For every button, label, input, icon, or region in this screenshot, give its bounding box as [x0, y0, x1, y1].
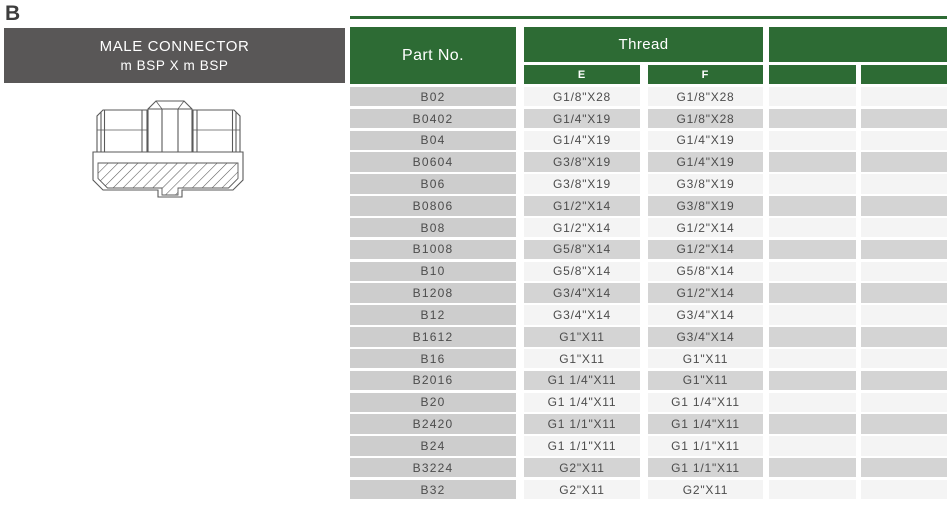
cell-thread-f: G1/2"X14 [648, 218, 763, 237]
cell-thread-e: G1/2"X14 [524, 196, 640, 215]
header-part-no: Part No. [350, 27, 516, 84]
cell-extra-1 [769, 327, 856, 346]
cell-extra-2 [861, 480, 947, 499]
cell-thread-f: G1 1/4"X11 [648, 414, 763, 433]
table-row [350, 414, 947, 433]
cell-extra-1 [769, 283, 856, 302]
cell-part-no: B06 [350, 174, 516, 193]
cell-thread-e: G1 1/1"X11 [524, 414, 640, 433]
cell-extra-2 [861, 174, 947, 193]
cell-extra-2 [861, 131, 947, 150]
cell-part-no: B12 [350, 305, 516, 324]
cell-thread-e: G1 1/4"X11 [524, 371, 640, 390]
cell-part-no: B1612 [350, 327, 516, 346]
table-header [350, 27, 947, 84]
cell-part-no: B20 [350, 393, 516, 412]
table-row [350, 283, 947, 302]
cell-part-no: B1008 [350, 240, 516, 259]
cell-extra-2 [861, 152, 947, 171]
cell-part-no: B24 [350, 436, 516, 455]
cell-extra-1 [769, 305, 856, 324]
header-extra-group [769, 27, 947, 84]
cell-extra-2 [861, 349, 947, 368]
cell-thread-e: G1/8"X28 [524, 87, 640, 106]
cell-thread-f: G1/8"X28 [648, 87, 763, 106]
table-row [350, 218, 947, 237]
cell-extra-1 [769, 196, 856, 215]
table-row [350, 262, 947, 281]
table-row [350, 349, 947, 368]
cell-thread-e: G5/8"X14 [524, 262, 640, 281]
header-extra-group-label [769, 27, 947, 62]
header-col-e: E [524, 65, 640, 84]
cell-extra-2 [861, 327, 947, 346]
cell-extra-1 [769, 109, 856, 128]
table-row [350, 371, 947, 390]
table-row [350, 393, 947, 412]
cell-extra-2 [861, 305, 947, 324]
cell-thread-f: G3/4"X14 [648, 327, 763, 346]
cell-extra-1 [769, 349, 856, 368]
cell-extra-1 [769, 240, 856, 259]
table-row [350, 196, 947, 215]
cell-part-no: B3224 [350, 458, 516, 477]
cell-thread-f: G1/2"X14 [648, 240, 763, 259]
cell-part-no: B2420 [350, 414, 516, 433]
cell-thread-e: G1"X11 [524, 349, 640, 368]
cell-part-no: B1208 [350, 283, 516, 302]
cell-thread-e: G5/8"X14 [524, 240, 640, 259]
header-thread-group [524, 27, 763, 84]
cell-extra-2 [861, 414, 947, 433]
cell-extra-2 [861, 196, 947, 215]
cell-thread-f: G1"X11 [648, 349, 763, 368]
table-row [350, 436, 947, 455]
cell-part-no: B0806 [350, 196, 516, 215]
cell-thread-e: G1"X11 [524, 327, 640, 346]
table-row [350, 240, 947, 259]
cell-extra-2 [861, 218, 947, 237]
cell-extra-2 [861, 283, 947, 302]
cell-extra-1 [769, 174, 856, 193]
header-extra-col-1 [769, 65, 856, 84]
cell-thread-e: G1/2"X14 [524, 218, 640, 237]
cell-thread-e: G3/4"X14 [524, 283, 640, 302]
cell-thread-e: G1 1/1"X11 [524, 436, 640, 455]
cell-part-no: B16 [350, 349, 516, 368]
cell-extra-2 [861, 87, 947, 106]
cell-thread-f: G1/2"X14 [648, 283, 763, 302]
cell-thread-f: G1 1/4"X11 [648, 393, 763, 412]
section-label: B [5, 2, 21, 25]
table-row [350, 458, 947, 477]
male-connector-drawing [70, 92, 330, 207]
table-row [350, 131, 947, 150]
table-row [350, 109, 947, 128]
product-title-line1: MALE CONNECTOR [99, 38, 250, 55]
cell-thread-f: G1/4"X19 [648, 152, 763, 171]
cell-part-no: B0402 [350, 109, 516, 128]
table-top-rule [350, 16, 947, 19]
product-title-box [4, 28, 345, 83]
cell-part-no: B08 [350, 218, 516, 237]
cell-thread-f: G3/8"X19 [648, 174, 763, 193]
cell-part-no: B2016 [350, 371, 516, 390]
cell-thread-e: G1/4"X19 [524, 109, 640, 128]
cell-extra-1 [769, 131, 856, 150]
header-extra-col-2 [861, 65, 947, 84]
cell-part-no: B32 [350, 480, 516, 499]
table-row [350, 87, 947, 106]
cell-extra-1 [769, 393, 856, 412]
cell-extra-2 [861, 240, 947, 259]
cell-thread-e: G2"X11 [524, 480, 640, 499]
cell-extra-2 [861, 393, 947, 412]
cell-part-no: B0604 [350, 152, 516, 171]
cell-thread-f: G3/4"X14 [648, 305, 763, 324]
table-row [350, 305, 947, 324]
cell-extra-1 [769, 480, 856, 499]
header-col-f: F [648, 65, 763, 84]
cell-extra-1 [769, 436, 856, 455]
cell-extra-2 [861, 436, 947, 455]
cell-extra-1 [769, 371, 856, 390]
cell-extra-1 [769, 152, 856, 171]
table-row [350, 174, 947, 193]
cell-thread-f: G2"X11 [648, 480, 763, 499]
cell-thread-f: G1/8"X28 [648, 109, 763, 128]
cell-extra-2 [861, 109, 947, 128]
cell-thread-e: G1 1/4"X11 [524, 393, 640, 412]
header-thread-subrow [524, 65, 763, 84]
cell-extra-1 [769, 458, 856, 477]
cell-extra-1 [769, 414, 856, 433]
cell-part-no: B04 [350, 131, 516, 150]
cell-extra-1 [769, 87, 856, 106]
cell-extra-1 [769, 218, 856, 237]
cell-extra-2 [861, 262, 947, 281]
parts-table [350, 27, 947, 502]
cell-part-no: B10 [350, 262, 516, 281]
cell-thread-f: G1 1/1"X11 [648, 458, 763, 477]
cell-thread-f: G1/4"X19 [648, 131, 763, 150]
cell-thread-e: G2"X11 [524, 458, 640, 477]
cell-thread-e: G3/8"X19 [524, 174, 640, 193]
cell-thread-e: G3/8"X19 [524, 152, 640, 171]
table-body [350, 87, 947, 499]
table-row [350, 327, 947, 346]
cell-thread-f: G3/8"X19 [648, 196, 763, 215]
cell-thread-f: G1 1/1"X11 [648, 436, 763, 455]
cell-extra-2 [861, 458, 947, 477]
product-title-line2: m BSP X m BSP [120, 58, 229, 73]
cell-part-no: B02 [350, 87, 516, 106]
header-thread: Thread [524, 27, 763, 62]
header-extra-subrow [769, 65, 947, 84]
cell-thread-e: G3/4"X14 [524, 305, 640, 324]
table-row [350, 480, 947, 499]
table-row [350, 152, 947, 171]
cell-extra-2 [861, 371, 947, 390]
cell-extra-1 [769, 262, 856, 281]
cell-thread-f: G1"X11 [648, 371, 763, 390]
cell-thread-f: G5/8"X14 [648, 262, 763, 281]
cell-thread-e: G1/4"X19 [524, 131, 640, 150]
